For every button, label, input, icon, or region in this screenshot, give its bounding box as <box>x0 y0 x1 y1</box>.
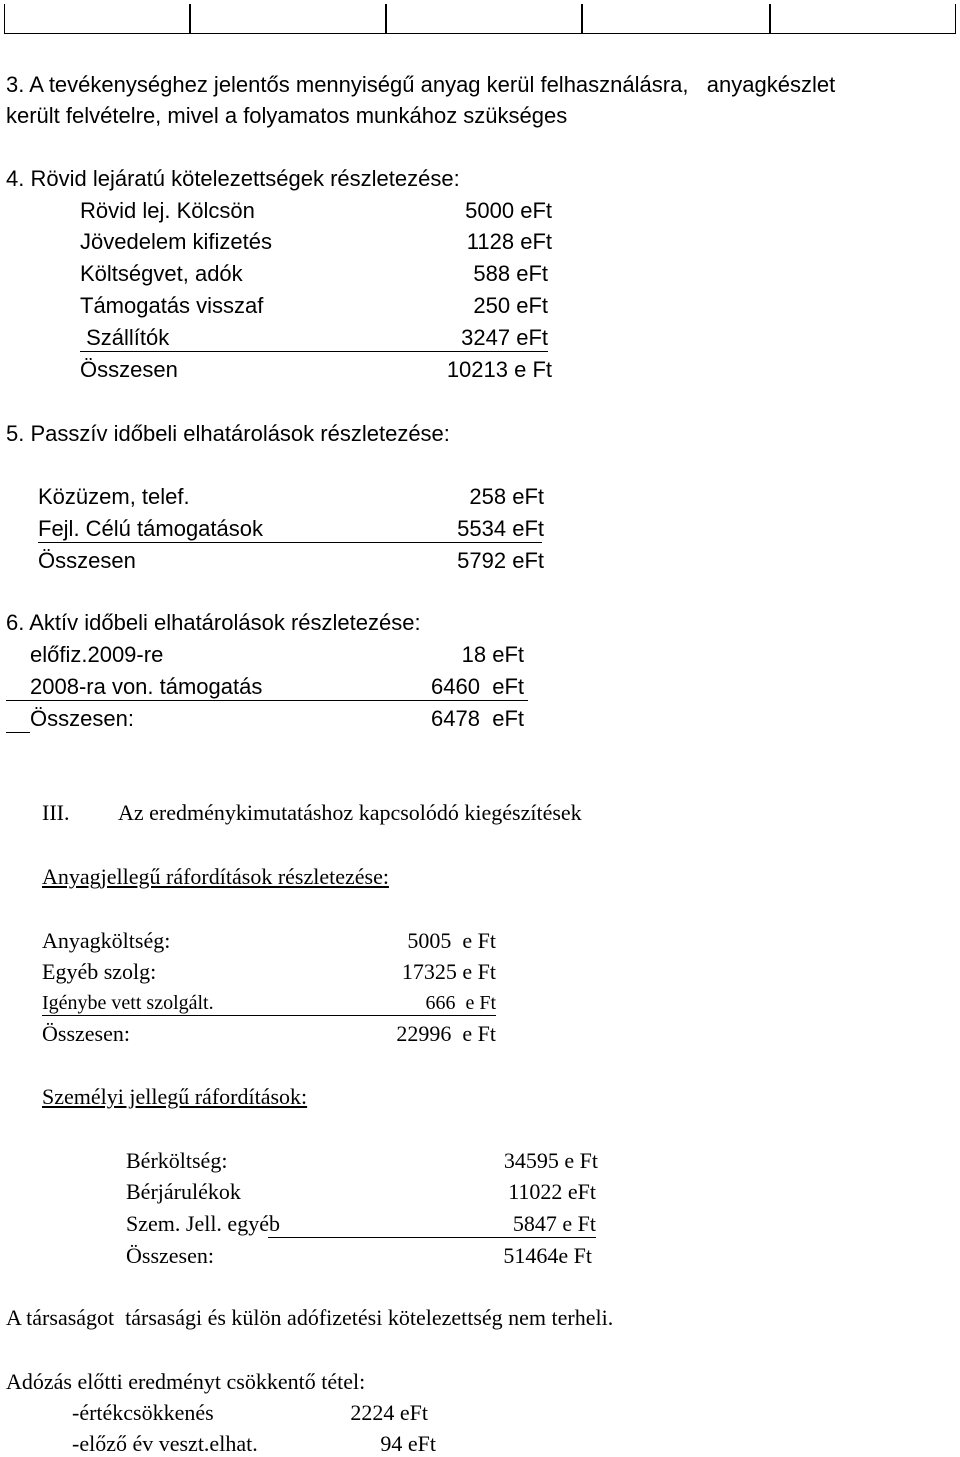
note-5-heading: 5. Passzív időbeli elhatárolások részletezése: <box>6 421 450 446</box>
list-item-label: Közüzem, telef. <box>38 484 190 509</box>
list-item-label: Igénybe vett szolgált. <box>42 992 214 1014</box>
list-item-label: Támogatás visszaf <box>80 293 264 318</box>
list-item-value: 258 eFt <box>469 484 544 509</box>
personal-heading: Személyi jellegű ráfordítások: <box>42 1084 308 1109</box>
list-item-label: Szem. Jell. egyéb <box>126 1211 280 1236</box>
table-cell <box>582 4 770 34</box>
pretax-heading: Adózás előtti eredményt csökkentő tétel: <box>6 1369 366 1394</box>
list-item-value: 2224 eFt <box>350 1400 428 1425</box>
list-item-value: 34595 e Ft <box>503 1148 598 1173</box>
list-item-label: Fejl. Célú támogatások <box>38 516 263 541</box>
list-item-value: 588 eFt <box>473 261 548 286</box>
list-item-value: 18 eFt <box>461 642 524 667</box>
list-item-value: 11022 eFt <box>508 1179 596 1204</box>
list-item-value: 6460 eFt <box>431 674 524 699</box>
list-item-value: 5000 eFt <box>465 198 552 223</box>
total-underline <box>6 700 528 701</box>
list-item-value: 5847 e Ft <box>512 1211 596 1236</box>
material-heading: Anyagjellegű ráfordítások részletezése: <box>42 864 389 889</box>
total-underline <box>42 1015 496 1016</box>
list-item-value: 6478 eFt <box>431 706 524 731</box>
list-item-label: Anyagköltség: <box>42 928 171 953</box>
list-item-label: Összesen <box>38 548 136 573</box>
list-item-label: -értékcsökkenés <box>72 1400 214 1425</box>
tax-statement: A társaságot társasági és külön adófizetési kötelezettség nem terheli. <box>6 1305 614 1330</box>
section-number: III. <box>42 800 70 825</box>
total-underline <box>38 542 542 543</box>
list-item-label: Szállítók <box>80 325 170 350</box>
list-item-label: Egyéb szolg: <box>42 959 157 984</box>
list-item-label: Rövid lej. Kölcsön <box>80 198 255 223</box>
list-item-value: 5792 eFt <box>457 548 544 573</box>
list-item-label: Bérköltség: <box>126 1148 228 1173</box>
section-title: Az eredménykimutatáshoz kapcsolódó kiegészítések <box>118 800 582 825</box>
list-item-value: 5534 eFt <box>457 516 544 541</box>
note-4-heading: 4. Rövid lejáratú kötelezettségek részletezése: <box>6 166 460 191</box>
table-cell <box>386 4 582 34</box>
list-item-value: 94 eFt <box>380 1431 436 1456</box>
list-item-value: 22996 e Ft <box>396 1021 496 1046</box>
list-item-label: Jövedelem kifizetés <box>80 229 272 254</box>
note-3-line-1: 3. A tevékenységhez jelentős mennyiségű anyag kerül felhasználásra, anyagkészlet <box>6 72 836 97</box>
list-item-value: 666 e Ft <box>425 992 496 1014</box>
list-item-label: Összesen: <box>42 1021 130 1046</box>
table-cell <box>190 4 386 34</box>
list-item-value: 51464e Ft <box>503 1243 592 1268</box>
list-item-value: 5005 e Ft <box>407 928 496 953</box>
list-item-label: 2008-ra von. támogatás <box>30 674 263 699</box>
list-item-value: 17325 e Ft <box>401 959 496 984</box>
list-item-label: Összesen: <box>30 706 134 731</box>
table-cell <box>770 4 956 34</box>
list-item-value: 3247 eFt <box>461 325 548 350</box>
list-item-label: előfiz.2009-re <box>30 642 164 667</box>
table-cell <box>4 4 190 34</box>
list-item-value: 1128 eFt <box>466 229 552 254</box>
note-6-heading: 6. Aktív időbeli elhatárolások részletezése: <box>6 610 421 635</box>
list-item-label: -előző év veszt.elhat. <box>72 1431 258 1456</box>
list-item-label: Összesen: <box>126 1243 214 1268</box>
list-item-value: 10213 e Ft <box>446 357 552 382</box>
note-3-line-2: került felvételre, mivel a folyamatos munkához szükséges <box>6 103 568 128</box>
list-item-label: Bérjárulékok <box>126 1179 241 1204</box>
list-item-label: Összesen <box>80 357 178 382</box>
list-item-label: Költségvet, adók <box>80 261 243 286</box>
total-underline <box>80 351 548 352</box>
total-underline-stub <box>6 732 30 733</box>
list-item-value: 250 eFt <box>473 293 548 318</box>
total-underline <box>268 1237 596 1238</box>
